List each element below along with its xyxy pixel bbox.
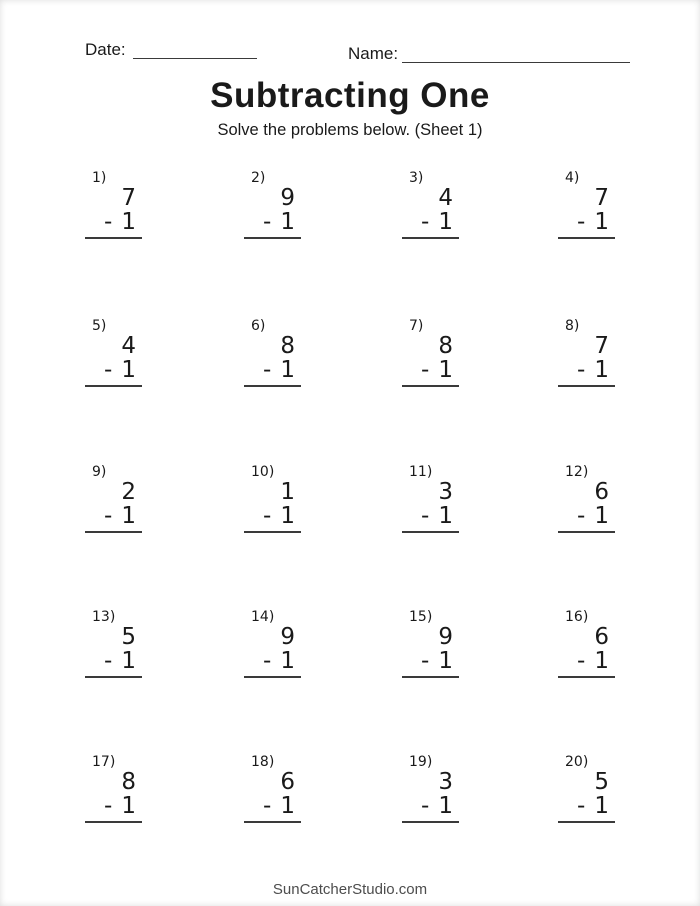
subtrahend: 1 [438,648,453,674]
minuend: 5 [594,769,609,795]
subtraction-row [402,794,459,818]
problem-number: 6) [251,318,266,334]
problem [402,609,459,678]
answer-line[interactable] [402,676,459,678]
problem-number: 14) [251,609,275,625]
subtraction-row [244,210,301,234]
problem-number: 18) [251,754,275,770]
answer-line[interactable] [244,385,301,387]
problem-number: 11) [409,464,433,480]
minuend: 1 [280,479,295,505]
minuend: 6 [594,624,609,650]
minuend: 6 [280,769,295,795]
minus-sign: - [421,793,430,819]
minus-sign: - [577,209,586,235]
answer-line[interactable] [85,821,142,823]
minus-sign: - [104,503,113,529]
minuend: 7 [121,185,136,211]
minus-sign: - [421,357,430,383]
problem [244,170,301,239]
answer-line[interactable] [558,531,615,533]
subtrahend: 1 [438,209,453,235]
minus-sign: - [104,648,113,674]
minus-sign: - [577,357,586,383]
answer-line[interactable] [558,676,615,678]
problem-number: 4) [565,170,580,186]
page-subtitle: Solve the problems below. (Sheet 1) [217,121,483,139]
problem-number: 12) [565,464,589,480]
minuend: 7 [594,185,609,211]
problem-number: 19) [409,754,433,770]
answer-line[interactable] [85,385,142,387]
problem-number: 9) [92,464,107,480]
minus-sign: - [263,648,272,674]
problem-number: 7) [409,318,424,334]
page-title: Subtracting One [210,76,490,115]
minuend: 6 [594,479,609,505]
subtraction-row [558,504,615,528]
subtrahend: 1 [280,357,295,383]
subtraction-row [85,794,142,818]
date-label: Date: [85,40,126,59]
minus-sign: - [104,209,113,235]
answer-line[interactable] [558,385,615,387]
problem [402,464,459,533]
footer-credit: SunCatcherStudio.com [272,881,428,898]
minuend: 8 [438,333,453,359]
problem [85,754,142,823]
minus-sign: - [577,503,586,529]
problem [558,318,615,387]
minuend: 3 [438,769,453,795]
minuend: 3 [438,479,453,505]
answer-line[interactable] [244,821,301,823]
subtraction-row [85,649,142,673]
answer-line[interactable] [402,237,459,239]
subtrahend: 1 [594,209,609,235]
problem [85,170,142,239]
problem [402,318,459,387]
subtraction-row [244,794,301,818]
answer-line[interactable] [558,237,615,239]
subtrahend: 1 [594,793,609,819]
answer-line[interactable] [244,676,301,678]
subtrahend: 1 [594,648,609,674]
problem [558,609,615,678]
minuend: 9 [280,624,295,650]
problem [85,464,142,533]
minuend: 7 [594,333,609,359]
problem [85,609,142,678]
subtrahend: 1 [121,357,136,383]
minus-sign: - [577,793,586,819]
answer-line[interactable] [85,676,142,678]
problem-number: 15) [409,609,433,625]
answer-line[interactable] [244,237,301,239]
subtraction-row [244,358,301,382]
minus-sign: - [263,209,272,235]
subtrahend: 1 [121,648,136,674]
minuend: 2 [121,479,136,505]
problem [244,609,301,678]
minuend: 4 [438,185,453,211]
problem-number: 13) [92,609,116,625]
problem [558,754,615,823]
subtrahend: 1 [438,357,453,383]
problem-number: 16) [565,609,589,625]
minus-sign: - [577,648,586,674]
subtraction-row [244,504,301,528]
problem-number: 3) [409,170,424,186]
subtraction-row [85,210,142,234]
minuend: 4 [121,333,136,359]
subtrahend: 1 [280,648,295,674]
problem-number: 1) [92,170,107,186]
subtrahend: 1 [280,503,295,529]
answer-line[interactable] [402,385,459,387]
problem [558,170,615,239]
minuend: 8 [121,769,136,795]
subtraction-row [402,504,459,528]
minus-sign: - [421,503,430,529]
minus-sign: - [263,357,272,383]
problem [244,318,301,387]
minus-sign: - [263,503,272,529]
subtrahend: 1 [121,503,136,529]
problem-number: 17) [92,754,116,770]
minuend: 9 [280,185,295,211]
subtrahend: 1 [280,209,295,235]
subtraction-row [558,649,615,673]
subtraction-row [402,210,459,234]
problem-number: 8) [565,318,580,334]
problem [402,754,459,823]
problem [244,464,301,533]
answer-line[interactable] [402,531,459,533]
minuend: 8 [280,333,295,359]
minuend: 9 [438,624,453,650]
problem-number: 20) [565,754,589,770]
subtrahend: 1 [438,793,453,819]
problem-number: 5) [92,318,107,334]
subtraction-row [558,794,615,818]
subtrahend: 1 [121,209,136,235]
answer-line[interactable] [558,821,615,823]
problem-number: 2) [251,170,266,186]
subtrahend: 1 [594,357,609,383]
problem [85,318,142,387]
subtraction-row [85,504,142,528]
answer-line[interactable] [402,821,459,823]
name-label: Name: [348,44,399,63]
answer-line[interactable] [85,237,142,239]
subtraction-row [85,358,142,382]
problem [402,170,459,239]
subtraction-row [402,358,459,382]
problem-number: 10) [251,464,275,480]
minus-sign: - [421,648,430,674]
subtrahend: 1 [438,503,453,529]
problem [244,754,301,823]
subtrahend: 1 [594,503,609,529]
minus-sign: - [263,793,272,819]
minus-sign: - [421,209,430,235]
problem [558,464,615,533]
answer-line[interactable] [244,531,301,533]
minus-sign: - [104,793,113,819]
subtrahend: 1 [280,793,295,819]
subtrahend: 1 [121,793,136,819]
minus-sign: - [104,357,113,383]
subtraction-row [244,649,301,673]
subtraction-row [558,210,615,234]
minuend: 5 [121,624,136,650]
subtraction-row [402,649,459,673]
answer-line[interactable] [85,531,142,533]
subtraction-row [558,358,615,382]
